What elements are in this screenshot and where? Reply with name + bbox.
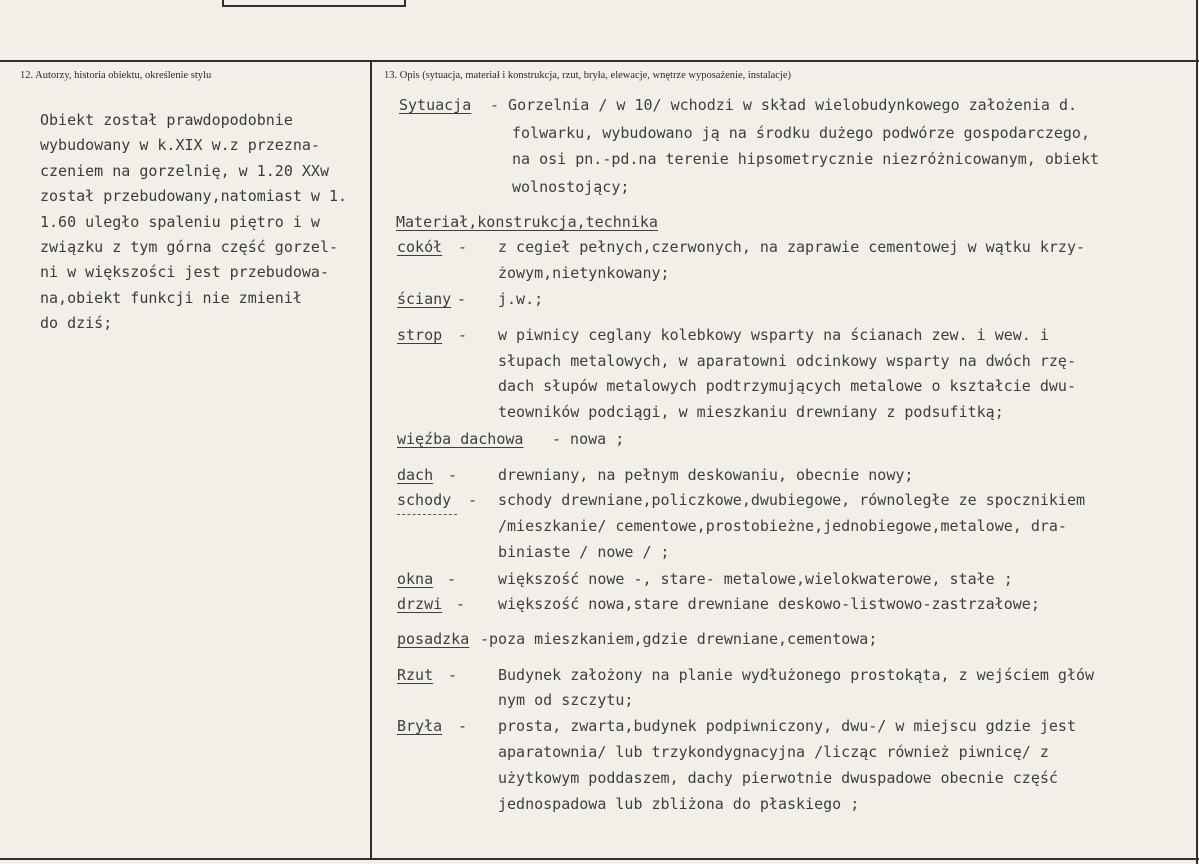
- cokol-dash: -: [458, 238, 468, 256]
- bottom-rule: [0, 858, 1199, 860]
- history-line: związku z tym górna część gorzel-: [40, 237, 339, 256]
- sciany-line: j.w.;: [498, 290, 544, 308]
- bryla-dash: -: [458, 717, 468, 735]
- dach-line: drewniany, na pełnym deskowaniu, obecnie nowy;: [498, 466, 914, 484]
- label-posadzka: posadzka: [397, 630, 470, 648]
- drzwi-dash: -: [456, 595, 466, 613]
- strop-line: w piwnicy ceglany kolebkowy wsparty na ścianach zew. i wew. i: [498, 326, 1049, 344]
- history-line: czeniem na gorzelnię, w 1.20 XXw: [40, 161, 329, 180]
- label-sytuacja: Sytuacja: [399, 96, 472, 114]
- strop-line: teowników podciągi, w mieszkaniu drewniany z podsufitką;: [498, 403, 1004, 421]
- history-line: 1.60 uległo spaleniu piętro i w: [40, 212, 320, 231]
- history-line: wybudowany w k.XIX w.z przezna-: [40, 136, 320, 155]
- rzut-line: Budynek założony na planie wydłużonego prostokąta, z wejściem głów: [498, 666, 1095, 684]
- strop-dash: -: [458, 326, 468, 344]
- section-13-header: 13. Opis (sytuacja, materiał i konstrukcja, rzut, bryła, elewacje, wnętrze wyposażenie, instalacje): [384, 70, 792, 81]
- bryla-line: jednospadowa lub zbliżona do płaskiego ;: [498, 795, 860, 813]
- strop-line: słupach metalowych, w aparatowni odcinkowy wsparty na dwóch rzę-: [498, 352, 1076, 370]
- label-dach: dach: [397, 466, 434, 484]
- rzut-dash: -: [448, 666, 458, 684]
- sytuacja-line: na osi pn.-pd.na terenie hipsometrycznie niezróżnicowanym, obiekt: [512, 150, 1099, 168]
- history-line: do dziś;: [40, 314, 113, 333]
- label-schody: schody: [397, 491, 452, 509]
- history-line: na,obiekt funkcji nie zmienił: [40, 288, 302, 307]
- posadzka-line: -poza mieszkaniem,gdzie drewniane,cementowa;: [480, 630, 878, 648]
- label-strop: strop: [397, 326, 443, 344]
- bryla-line: użytkowym poddaszem, dachy pierwotnie dwuspadowe obecnie część: [498, 769, 1058, 787]
- sytuacja-line: wolnostojący;: [512, 178, 630, 196]
- section-12-header: 12. Autorzy, historia obiektu, określenie stylu: [20, 70, 212, 81]
- history-line: Obiekt został prawdopodobnie: [40, 111, 293, 129]
- rzut-line: nym od szczytu;: [498, 691, 634, 709]
- cokol-line: żowym,nietynkowany;: [498, 264, 670, 282]
- drzwi-line: większość nowa,stare drewniane deskowo-listwowo-zastrzałowe;: [498, 595, 1040, 613]
- sciany-dash: -: [457, 290, 467, 308]
- bryla-line: aparatownia/ lub trzykondygnacyjna /licząc również piwnicę/ z: [498, 743, 1049, 761]
- sytuacja-line: folwarku, wybudowano ją na środku dużego podwórze gospodarczego,: [512, 124, 1090, 142]
- schody-line: biniaste / nowe / ;: [498, 543, 670, 561]
- sytuacja-line: - Gorzelnia / w 10/ wchodzi w skład wielobudynkowego założenia d.: [490, 96, 1077, 114]
- bryla-line: prosta, zwarta,budynek podpiwniczony, dwu-/ w miejscu gdzie jest: [498, 717, 1076, 735]
- header-rule: [0, 60, 1199, 62]
- history-line: ni w większości jest przebudowa-: [40, 263, 329, 282]
- dach-dash: -: [448, 466, 458, 484]
- label-sciany: ściany: [397, 290, 452, 308]
- wiezba-line: - nowa ;: [552, 430, 625, 448]
- label-cokol: cokół: [397, 238, 443, 256]
- label-bryla: Bryła: [397, 717, 443, 735]
- top-tab-edge: [222, 0, 406, 7]
- right-border: [1196, 0, 1198, 864]
- label-wiezba: więźba dachowa: [397, 430, 524, 448]
- label-rzut: Rzut: [397, 666, 434, 684]
- schody-dash: -: [468, 491, 478, 509]
- label-drzwi: drzwi: [397, 595, 443, 613]
- history-line: został przebudowany,natomiast w 1.: [40, 187, 348, 206]
- label-okna: okna: [397, 570, 434, 588]
- material-heading: Materiał,konstrukcja,technika: [396, 213, 658, 231]
- schody-line: /mieszkanie/ cementowe,prostobieżne,jednobiegowe,metalowe, dra-: [498, 517, 1067, 535]
- okna-dash: -: [447, 570, 457, 588]
- schody-underline: [397, 514, 457, 516]
- strop-line: dach słupów metalowych podtrzymujących metalowe o kształcie dwu-: [498, 377, 1076, 395]
- cokol-line: z cegieł pełnych,czerwonych, na zaprawie cementowej w wątku krzy-: [498, 238, 1085, 256]
- column-divider: [370, 60, 372, 860]
- schody-line: schody drewniane,policzkowe,dwubiegowe, równoległe ze spocznikiem: [498, 491, 1085, 509]
- okna-line: większość nowe -, stare- metalowe,wielokwaterowe, stałe ;: [498, 570, 1013, 588]
- section-12-body: [40, 108, 370, 337]
